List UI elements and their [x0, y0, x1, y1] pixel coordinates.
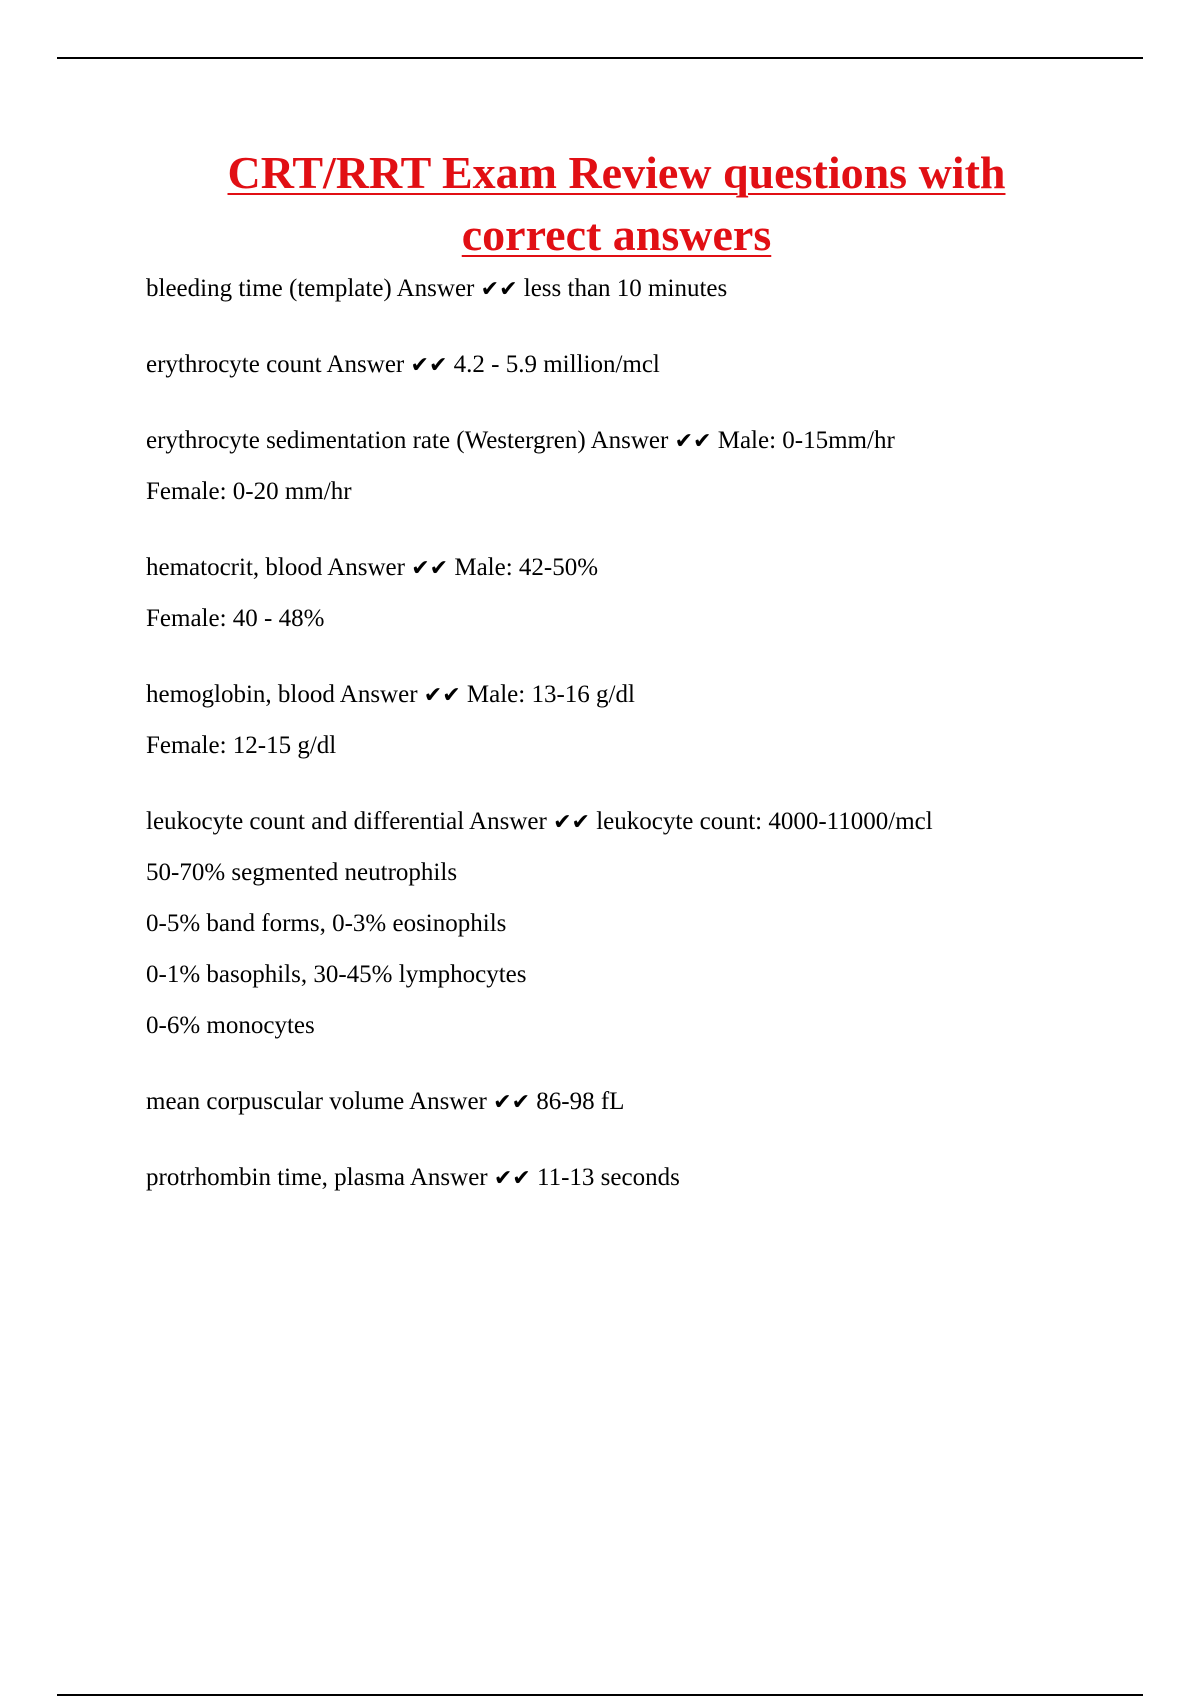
answer-text: less than 10 minutes — [523, 275, 728, 302]
answer-label: Answer — [409, 1164, 488, 1191]
qa-entry — [146, 555, 1136, 631]
check-icon: ✔✔ — [553, 810, 590, 835]
answer-label: Answer — [339, 681, 418, 708]
top-page-rule — [57, 57, 1143, 59]
document-title — [120, 142, 1113, 266]
question-text: protrhombin time, plasma — [146, 1164, 405, 1191]
qa-line — [146, 809, 1136, 834]
qa-entry — [146, 276, 1136, 301]
qa-list — [146, 276, 1136, 1241]
answer-label: Answer — [409, 1088, 487, 1115]
check-icon: ✔✔ — [411, 556, 449, 581]
qa-line — [146, 352, 1136, 377]
answer-label: Answer — [327, 554, 405, 581]
qa-entry — [146, 1165, 1136, 1190]
qa-line — [146, 1165, 1136, 1190]
title-line-1: CRT/RRT Exam Review questions with — [227, 147, 1006, 198]
check-icon: ✔✔ — [410, 353, 448, 378]
answer-label: Answer — [590, 427, 669, 454]
question-text: mean corpuscular volume — [146, 1088, 405, 1115]
qa-line — [146, 682, 1136, 707]
question-text: hemoglobin, blood — [146, 681, 335, 708]
question-text: bleeding time (template) — [146, 275, 392, 302]
answer-continuation-line: Female: 40 - 48% — [146, 605, 325, 632]
qa-line — [146, 1089, 1136, 1114]
answer-text: Male: 0-15mm/hr — [717, 427, 895, 454]
title-line-2: correct answers — [461, 209, 772, 260]
check-icon: ✔✔ — [480, 277, 518, 302]
qa-entry — [146, 1089, 1136, 1114]
answer-continuation-line: 0-6% monocytes — [146, 1012, 315, 1039]
qa-line — [146, 428, 1136, 453]
check-icon: ✔✔ — [493, 1090, 531, 1115]
qa-entry — [146, 809, 1136, 1038]
question-text: erythrocyte sedimentation rate (Westergren) — [146, 427, 586, 454]
question-text: erythrocyte count — [146, 351, 322, 378]
qa-entry — [146, 352, 1136, 377]
answer-text: Male: 13-16 g/dl — [466, 681, 635, 708]
answer-text: leukocyte count: 4000-11000/mcl — [596, 808, 933, 835]
qa-entry — [146, 428, 1136, 504]
check-icon: ✔✔ — [423, 683, 461, 708]
answer-label: Answer — [469, 808, 547, 835]
answer-text: 86-98 fL — [536, 1088, 625, 1115]
answer-text: 4.2 - 5.9 million/mcl — [453, 351, 660, 378]
question-text: hematocrit, blood — [146, 554, 323, 581]
answer-text: Male: 42-50% — [454, 554, 599, 581]
answer-text: 11-13 seconds — [537, 1164, 680, 1191]
question-text: leukocyte count and differential — [146, 808, 465, 835]
answer-continuation-line: 0-1% basophils, 30-45% lymphocytes — [146, 961, 527, 988]
check-icon: ✔✔ — [493, 1166, 531, 1191]
qa-line — [146, 276, 1136, 301]
answer-continuation-line: Female: 12-15 g/dl — [146, 732, 337, 759]
answer-continuation-line: 0-5% band forms, 0-3% eosinophils — [146, 910, 507, 937]
answer-continuation-line: Female: 0-20 mm/hr — [146, 478, 352, 505]
qa-entry — [146, 682, 1136, 758]
check-icon: ✔✔ — [674, 429, 712, 454]
answer-label: Answer — [326, 351, 405, 378]
answer-label: Answer — [396, 275, 475, 302]
answer-continuation-line: 50-70% segmented neutrophils — [146, 859, 458, 886]
qa-line — [146, 555, 1136, 580]
bottom-page-rule — [57, 1694, 1143, 1696]
